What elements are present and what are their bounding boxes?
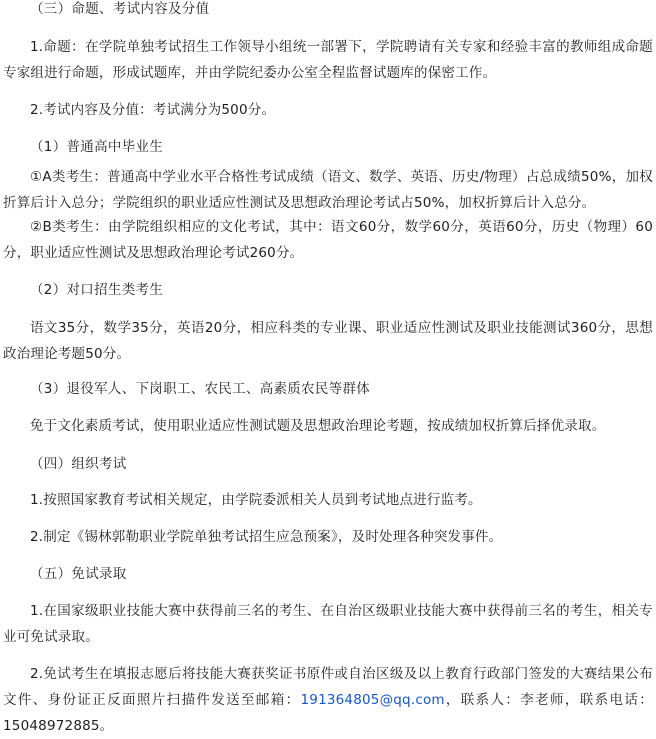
subheading-veterans: （3）退役军人、下岗职工、农民工、高素质农民等群体 — [30, 381, 371, 397]
paragraph-exempt-admission: 1.在国家级职业技能大赛中获得前三名的考生、在自治区级职业技能大赛中获得前三名的考生，相关专业可免试录取。 — [3, 603, 653, 645]
submission-text: 2.免试考生在填报志愿后将技能大赛获奖证书原件或自治区级及以上教育行政部门签发的大赛结果公布文件、身份证正反面照片扫描件发送至邮箱： — [3, 666, 653, 708]
subheading-vocational: （2）对口招生类考生 — [30, 282, 164, 298]
section-heading-4: （四）组织考试 — [30, 456, 127, 472]
paragraph-exemption: 免于文化素质考试，使用职业适应性测试题及思想政治理论考题，按成绩加权折算后择优录取。 — [30, 418, 606, 434]
paragraph-exam-content: 2.考试内容及分值：考试满分为500分。 — [30, 102, 276, 118]
section-heading-5: （五）免试录取 — [30, 566, 127, 582]
paragraph-proposition: 1.命题：在学院单独考试招生工作领导小组统一部署下，学院聘请有关专家和经验丰富的教师组成命题专家组进行命题，形成试题库，并由学院纪委办公室全程监督试题库的保密工作。 — [3, 39, 653, 81]
contact-text: ，联系人：李老师，联系电话：15048972885。 — [3, 692, 653, 734]
email-link[interactable]: 191364805@qq.com — [300, 692, 445, 708]
paragraph-class-b: ②B类考生：由学院组织相应的文化考试，其中：语文60分，数学60分，英语60分，历史（物理）60分，职业适应性测试及思想政治理论考试260分。 — [3, 219, 653, 261]
subheading-high-school: （1）普通高中毕业生 — [30, 139, 164, 155]
paragraph-class-a: ①A类考生：普通高中学业水平合格性考试成绩（语文、数学、英语、历史/物理）占总成绩50%，加权折算后计入总分；学院组织的职业适应性测试及思想政治理论考试占50%，加权折算后计入总分。 — [3, 169, 653, 211]
paragraph-vocational-scores: 语文35分，数学35分，英语20分，相应科类的专业课、职业适应性测试及职业技能测试360分，思想政治理论考题50分。 — [3, 320, 653, 362]
paragraph-emergency-plan: 2.制定《锡林郭勒职业学院单独考试招生应急预案》，及时处理各种突发事件。 — [30, 529, 503, 545]
paragraph-submission — [3, 661, 653, 739]
section-heading-3: （三）命题、考试内容及分值 — [30, 1, 210, 17]
paragraph-invigilation: 1.按照国家教育考试相关规定，由学院委派相关人员到考试地点进行监考。 — [30, 492, 482, 508]
